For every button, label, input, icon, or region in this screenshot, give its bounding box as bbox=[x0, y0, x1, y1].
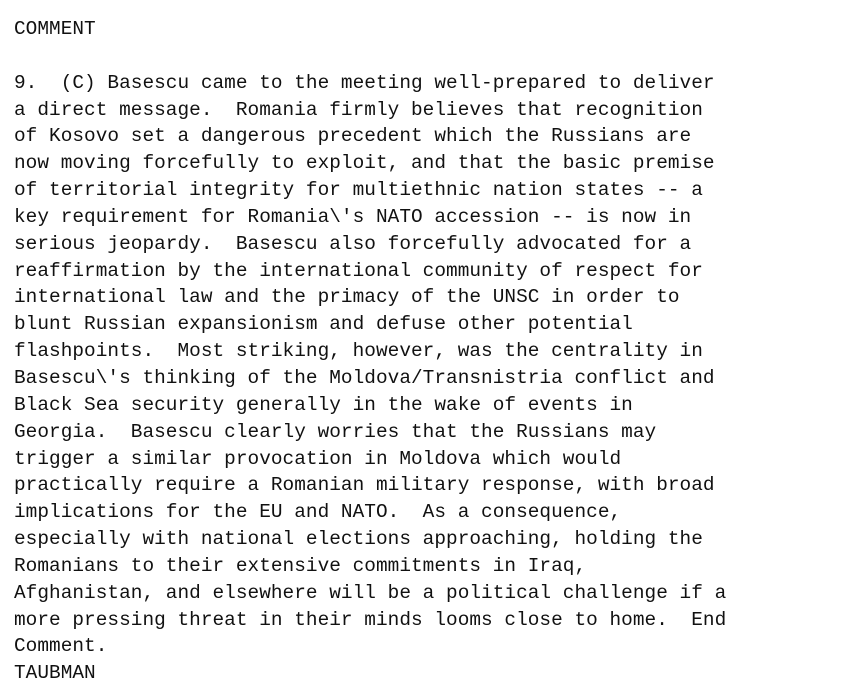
paragraph-line: international law and the primacy of the UNSC in order to bbox=[14, 286, 680, 309]
paragraph-line: serious jeopardy. Basescu also forcefully advocated for a bbox=[14, 232, 692, 255]
paragraph-line: Georgia. Basescu clearly worries that the Russians may bbox=[14, 420, 657, 443]
paragraph-line: especially with national elections approaching, holding the bbox=[14, 528, 703, 551]
paragraph-line: Comment. bbox=[14, 635, 108, 658]
signature: TAUBMAN bbox=[14, 662, 96, 685]
paragraph-line: more pressing threat in their minds looms close to home. End bbox=[14, 608, 727, 631]
paragraph-line: of Kosovo set a dangerous precedent which the Russians are bbox=[14, 125, 692, 148]
section-heading: COMMENT bbox=[14, 18, 96, 40]
paragraph-line: Black Sea security generally in the wake of events in bbox=[14, 393, 633, 416]
paragraph-line: Afghanistan, and elsewhere will be a political challenge if a bbox=[14, 581, 727, 604]
paragraph-line: key requirement for Romania\'s NATO accession -- is now in bbox=[14, 205, 692, 228]
paragraph-line: implications for the EU and NATO. As a consequence, bbox=[14, 501, 622, 524]
paragraph-line: trigger a similar provocation in Moldova which would bbox=[14, 447, 622, 470]
paragraph-line: Basescu\'s thinking of the Moldova/Transnistria conflict and bbox=[14, 366, 715, 389]
paragraph-line: flashpoints. Most striking, however, was the centrality in bbox=[14, 340, 703, 363]
paragraph-line: Romanians to their extensive commitments in Iraq, bbox=[14, 554, 587, 577]
cable-document bbox=[14, 16, 854, 687]
paragraph-line: reaffirmation by the international community of respect for bbox=[14, 259, 703, 282]
paragraph-line: 9. (C) Basescu came to the meeting well-prepared to deliver bbox=[14, 71, 715, 94]
paragraph-line: a direct message. Romania firmly believes that recognition bbox=[14, 98, 703, 121]
paragraph-line: now moving forcefully to exploit, and that the basic premise bbox=[14, 152, 715, 175]
blank-line bbox=[14, 43, 854, 70]
comment-paragraph bbox=[14, 70, 854, 661]
paragraph-line: practically require a Romanian military response, with broad bbox=[14, 474, 715, 497]
paragraph-line: blunt Russian expansionism and defuse other potential bbox=[14, 313, 633, 336]
paragraph-line: of territorial integrity for multiethnic nation states -- a bbox=[14, 179, 703, 202]
